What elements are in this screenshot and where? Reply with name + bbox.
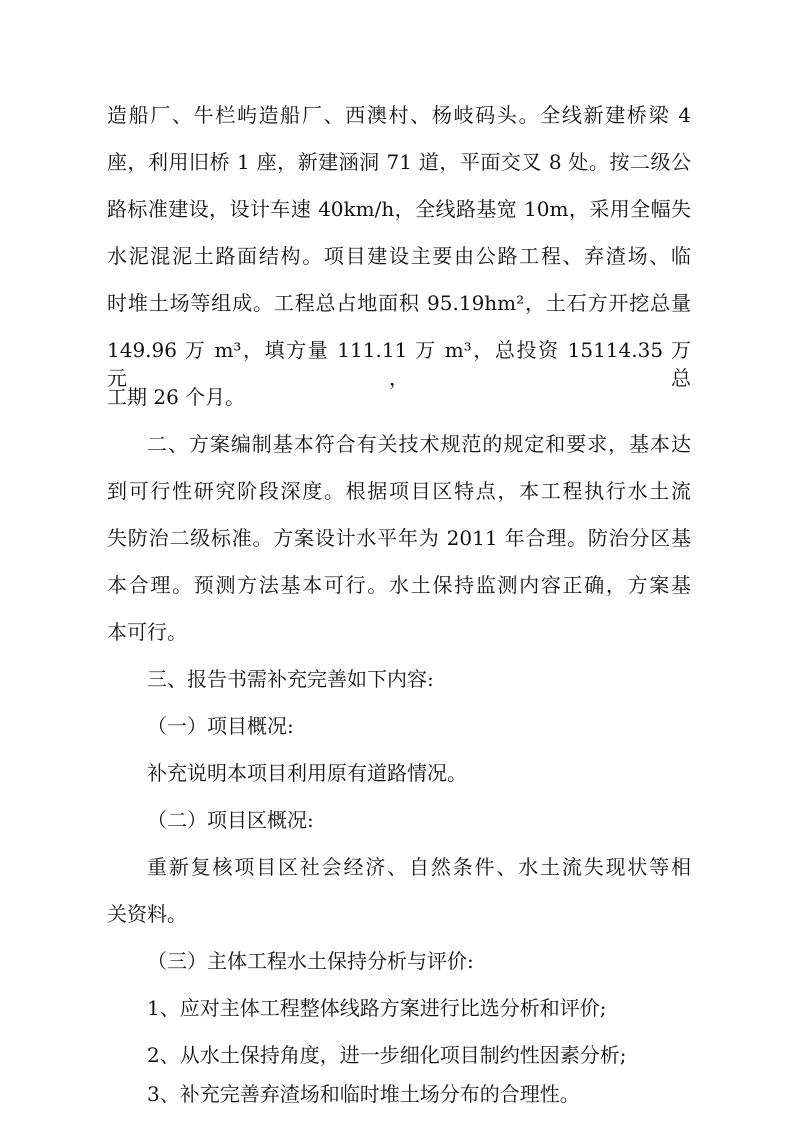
text-line-2: 座，利用旧桥 1 座，新建涵洞 71 道，平面交叉 8 处。按二级公	[107, 150, 691, 174]
text-line-19: （三）主体工程水土保持分析与评价:	[147, 949, 474, 973]
text-line-11: 本合理。预测方法基本可行。水土保持监测内容正确，方案基	[107, 573, 691, 597]
text-line-1: 造船厂、牛栏屿造船厂、西澳村、杨岐码头。全线新建桥梁 4	[107, 103, 691, 127]
text-line-21: 2、从水土保持角度，进一步细化项目制约性因素分析;	[147, 1043, 627, 1067]
text-line-16: （二）项目区概况:	[147, 808, 314, 832]
text-line-10: 失防治二级标准。方案设计水平年为 2011 年合理。防治分区基	[107, 526, 691, 550]
text-line-7: 工期 26 个月。	[107, 385, 246, 409]
text-line-15: 补充说明本项目利用原有道路情况。	[147, 761, 467, 785]
text-line-8: 二、方案编制基本符合有关技术规范的规定和要求，基本达	[147, 432, 691, 456]
text-line-12: 本可行。	[107, 620, 187, 644]
text-line-3: 路标准建设，设计车速 40km/h，全线路基宽 10m，采用全幅失	[107, 197, 691, 221]
text-line-17: 重新复核项目区社会经济、自然条件、水土流失现状等相	[147, 855, 691, 879]
text-line-13: 三、报告书需补充完善如下内容:	[147, 667, 434, 691]
text-line-9: 到可行性研究阶段深度。根据项目区特点，本工程执行水土流	[107, 479, 691, 503]
text-line-20: 1、应对主体工程整体线路方案进行比选分析和评价;	[147, 996, 607, 1020]
text-line-22: 3、补充完善弃渣场和临时堆土场分布的合理性。	[147, 1082, 580, 1106]
text-line-5: 时堆土场等组成。工程总占地面积 95.19hm²，土石方开挖总量	[107, 291, 691, 315]
text-line-4: 水泥混泥土路面结构。项目建设主要由公路工程、弃渣场、临	[107, 244, 691, 268]
text-line-6: 149.96 万 m³，填方量 111.11 万 m³，总投资 15114.35 万元，总	[107, 338, 691, 390]
text-line-18: 关资料。	[107, 902, 187, 926]
text-line-14: （一）项目概况:	[147, 714, 294, 738]
